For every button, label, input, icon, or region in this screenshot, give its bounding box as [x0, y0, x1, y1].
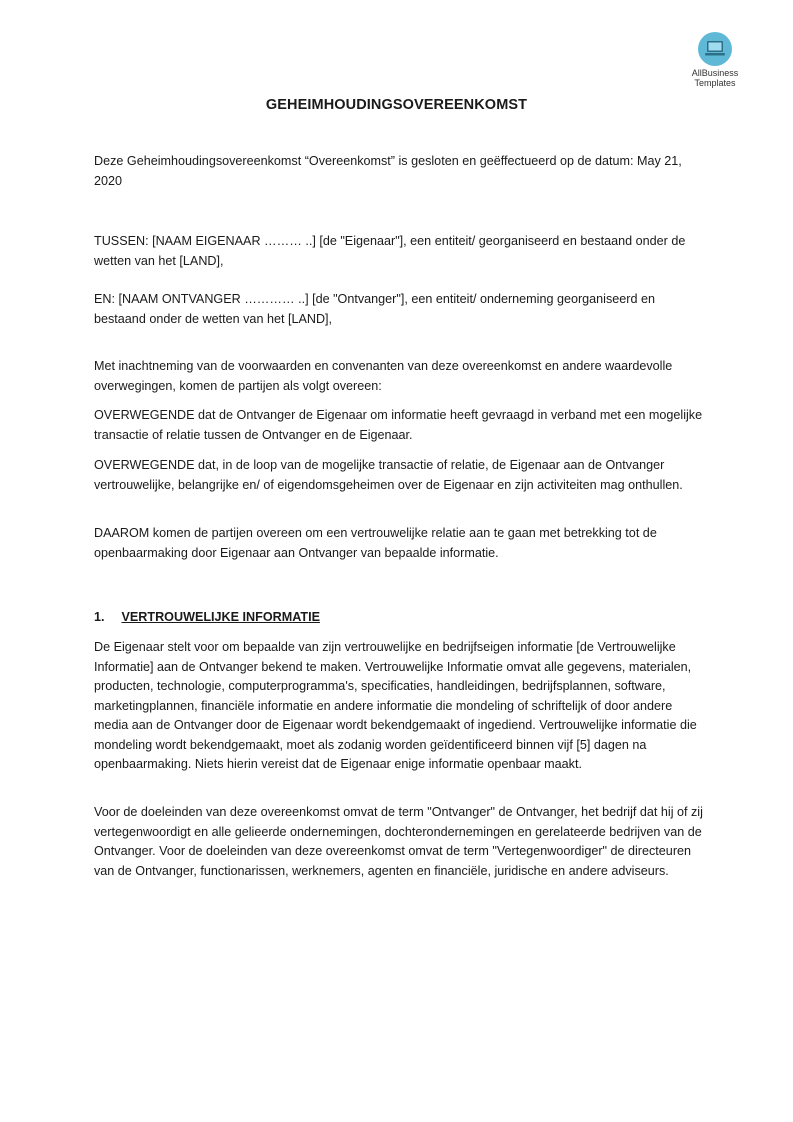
whereas-paragraph-2: OVERWEGENDE dat, in de loop van de mogelijke transactie of relatie, de Eigenaar aan de Ontvanger vertrouwelijke, belangrijke en/ of eigendomsgeheimen over de Eigenaar en zijn activiteiten mag onthullen. — [94, 458, 683, 492]
logo-line-1: AllBusiness — [691, 68, 739, 78]
logo-text — [686, 68, 744, 88]
whereas-paragraph-1: OVERWEGENDE dat de Ontvanger de Eigenaar om informatie heeft gevraagd in verband met een mogelijke transactie of relatie tussen de Ontvanger en de Eigenaar. — [94, 408, 703, 442]
section-1-paragraph-1: De Eigenaar stelt voor om bepaalde van zijn vertrouwelijke en bedrijfseigen informatie [de Vertrouwelijke Informatie] aan de Ontvanger bekend te maken. Vertrouwelijke Informatie omvat alle gegevens, materialen, producten, technologie, computerprogramma's, specificaties, handleidingen, bedrijfsplannen, software, marketingplannen, financiële informatie en andere informatie die mondeling of schriftelijk of door andere media aan de Ontvanger door de Eigenaar wordt bekendgemaakt of ingediend. Vertrouwelijke informatie die mondeling wordt bekendgemaakt, moet als zodanig worden geïdentificeerd binnen vijf [5] dagen na openbaarmaking. Niets hierin vereist dat de Eigenaar enige informatie openbaar maakt. — [94, 640, 697, 771]
laptop-icon — [698, 32, 732, 66]
section-1-number: 1. — [94, 610, 105, 624]
intro-paragraph: Deze Geheimhoudingsovereenkomst “Overeenkomst” is gesloten en geëffectueerd op de datum: May 21, 2020 — [94, 154, 682, 188]
section-1-heading — [94, 610, 320, 624]
party-recipient-paragraph: EN: [NAAM ONTVANGER ………… ..] [de "Ontvanger"], een entiteit/ onderneming georganiseerd en bestaand onder de wetten van het [LAND], — [94, 292, 655, 326]
section-1-title: VERTROUWELIJKE INFORMATIE — [121, 610, 320, 624]
section-1-paragraph-2: Voor de doeleinden van deze overeenkomst omvat de term "Ontvanger" de Ontvanger, het bedrijf dat hij of zij vertegenwoordigt en alle gelieerde ondernemingen, dochterondernemingen en gerelateerde bedrijven van de Ontvanger. Voor de doeleinden van deze overeenkomst omvat de term "Vertegenwoordiger" de directeuren van de Ontvanger, functionarissen, werknemers, agenten en financiële, juridische en andere adviseurs. — [94, 805, 703, 878]
brand-logo — [686, 32, 744, 88]
therefore-paragraph: DAAROM komen de partijen overeen om een vertrouwelijke relatie aan te gaan met betrekking tot de openbaarmaking door Eigenaar aan Ontvanger van bepaalde informatie. — [94, 526, 657, 560]
logo-line-2: Templates — [694, 78, 736, 88]
document-title: GEHEIMHOUDINGSOVEREENKOMST — [265, 97, 528, 113]
party-owner-paragraph: TUSSEN: [NAAM EIGENAAR ……… ..] [de "Eigenaar"], een entiteit/ georganiseerd en bestaand onder de wetten van het [LAND], — [94, 234, 686, 268]
consideration-paragraph: Met inachtneming van de voorwaarden en convenanten van deze overeenkomst en andere waardevolle overwegingen, komen de partijen als volgt overeen: — [94, 359, 673, 393]
